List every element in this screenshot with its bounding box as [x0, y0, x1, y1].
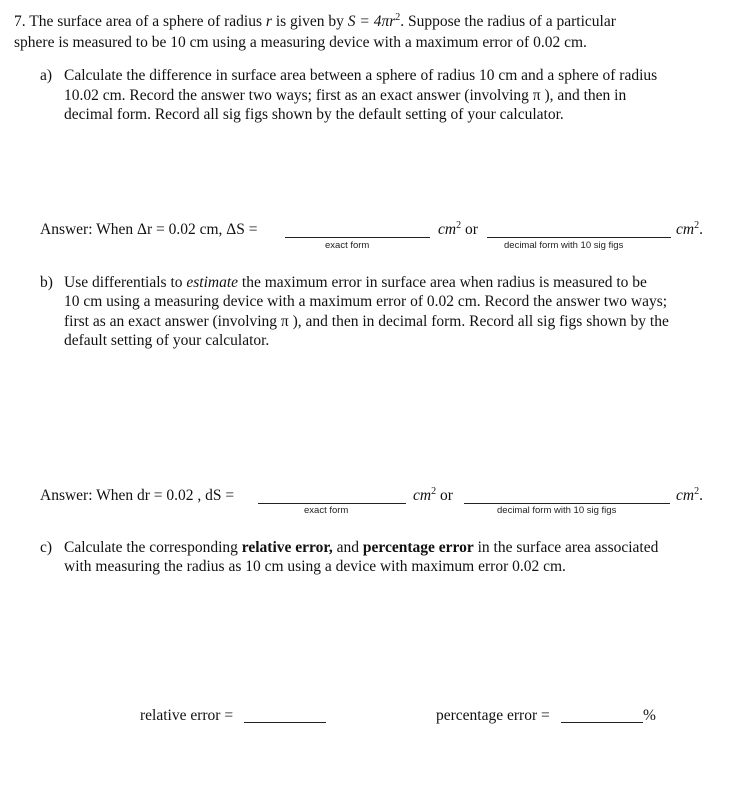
part-b-decimal-caption: decimal form with 10 sig figs — [497, 505, 617, 516]
part-b-unit2 — [676, 487, 703, 505]
unit-exponent: 2 — [456, 219, 462, 231]
part-b-line2: 10 cm using a measuring device with a maximum error of 0.02 cm. Record the answer two ways; — [64, 293, 668, 310]
intro-text: is given by — [271, 13, 348, 30]
or-text: or — [439, 487, 453, 504]
or-text: or — [464, 221, 478, 238]
part-a-decimal-caption: decimal form with 10 sig figs — [504, 240, 624, 251]
intro-text: . Suppose the radius of a particular — [400, 13, 616, 30]
unit-cm: cm — [676, 487, 695, 504]
part-b-decimal-answer-blank[interactable] — [464, 503, 670, 504]
part-b-exact-caption: exact form — [304, 505, 349, 516]
part-c-text: and — [332, 539, 363, 556]
question-intro-line2: sphere is measured to be 10 cm using a measuring device with a maximum error of 0.02 cm. — [14, 34, 587, 51]
part-a-unit2 — [676, 221, 703, 239]
unit-cm: cm — [438, 221, 457, 238]
bold-relative-error: relative error, — [241, 539, 333, 556]
part-a-unit1 — [438, 221, 478, 239]
part-b-answer-prefix: Answer: When dr = 0.02 , dS = — [40, 487, 235, 504]
part-a-line3: decimal form. Record all sig figs shown by the default setting of your calculator. — [64, 106, 564, 123]
unit-cm: cm — [413, 487, 432, 504]
part-b-unit1 — [413, 487, 453, 505]
bold-percentage-error: percentage error — [362, 539, 474, 556]
part-c-text: Calculate the corresponding — [64, 539, 242, 556]
question-intro-line1 — [14, 12, 616, 31]
period: . — [699, 487, 703, 504]
part-b-line1 — [64, 273, 647, 292]
part-b-exact-answer-blank[interactable] — [258, 503, 406, 504]
part-b-line3: first as an exact answer (involving π ), and then in decimal form. Record all sig figs shown by the — [64, 313, 669, 330]
percentage-error-label: percentage error = — [436, 707, 550, 724]
unit-exponent: 2 — [431, 485, 437, 497]
part-a-label: a) — [40, 67, 53, 84]
formula-exponent: 2 — [395, 11, 401, 23]
percent-sign: % — [643, 707, 656, 724]
part-a-exact-answer-blank[interactable] — [285, 237, 430, 238]
part-b-text: Use differentials to — [64, 274, 187, 291]
surface-area-formula: S = 4πr — [347, 13, 396, 30]
intro-text: 7. The surface area of a sphere of radius — [14, 13, 266, 30]
part-c-line1 — [64, 538, 658, 557]
emphasis-estimate: estimate — [186, 274, 239, 291]
part-b-text: the maximum error in surface area when radius is measured to be — [238, 274, 647, 291]
relative-error-label: relative error = — [140, 707, 234, 724]
part-a-decimal-answer-blank[interactable] — [487, 237, 671, 238]
part-b-line4: default setting of your calculator. — [64, 332, 270, 349]
radius-symbol: r — [265, 13, 272, 30]
part-c-line2: with measuring the radius as 10 cm using a device with maximum error 0.02 cm. — [64, 558, 566, 575]
percentage-error-blank[interactable] — [561, 722, 643, 723]
part-c-label: c) — [40, 539, 53, 556]
relative-error-blank[interactable] — [244, 722, 326, 723]
part-b-label: b) — [40, 274, 53, 291]
part-a-answer-prefix: Answer: When Δr = 0.02 cm, ΔS = — [40, 221, 258, 238]
unit-exponent: 2 — [694, 485, 700, 497]
part-c-text: in the surface area associated — [473, 539, 659, 556]
unit-exponent: 2 — [694, 219, 700, 231]
part-a-line1: Calculate the difference in surface area between a sphere of radius 10 cm and a sphere of radius — [64, 67, 658, 84]
part-a-line2: 10.02 cm. Record the answer two ways; first as an exact answer (involving π ), and then in — [64, 87, 627, 104]
period: . — [699, 221, 703, 238]
part-a-exact-caption: exact form — [325, 240, 370, 251]
unit-cm: cm — [676, 221, 695, 238]
